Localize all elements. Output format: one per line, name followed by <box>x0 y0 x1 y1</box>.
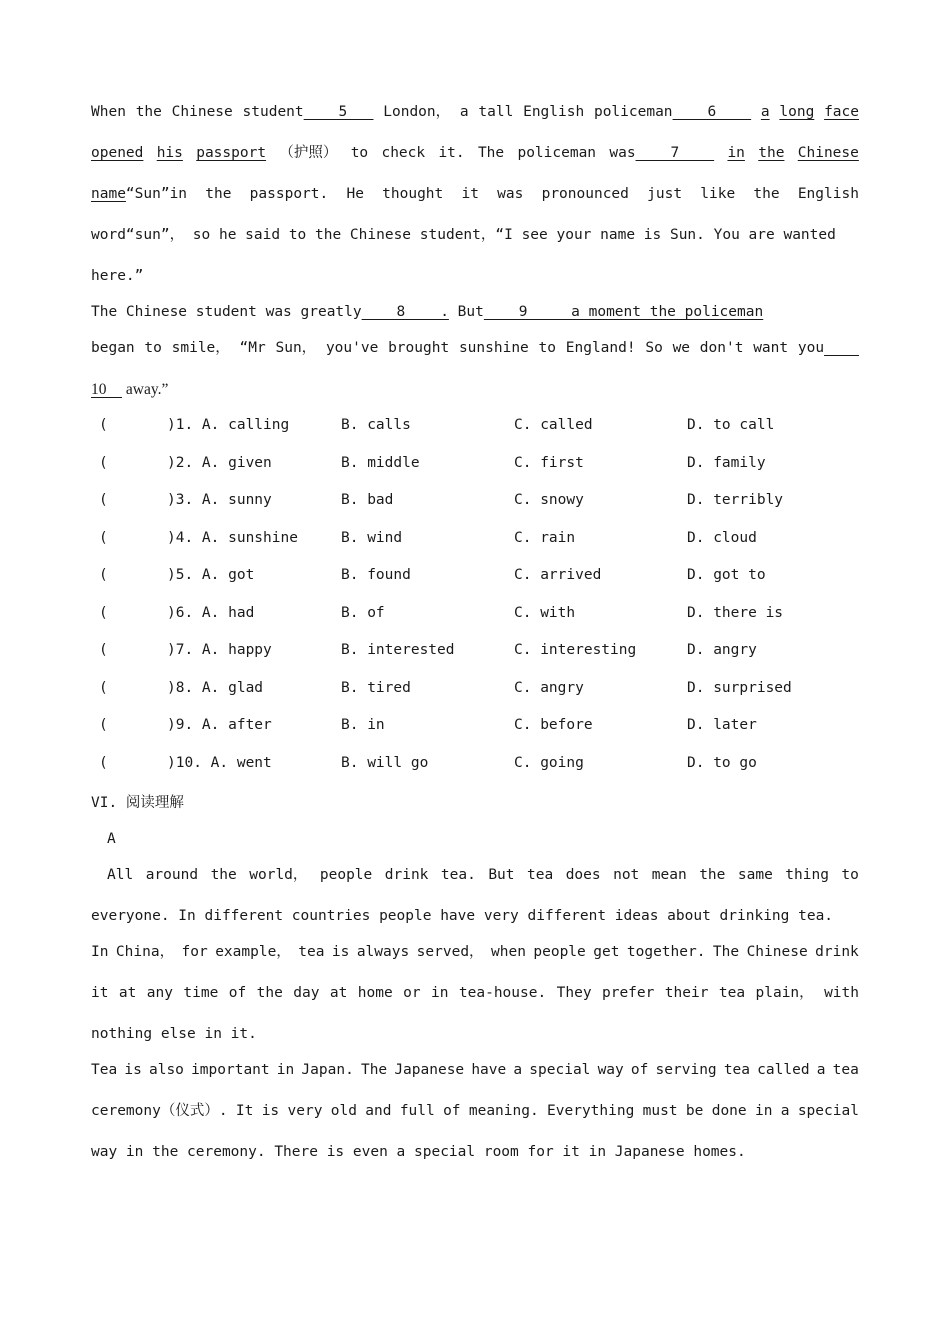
word: It <box>235 1103 254 1119</box>
word: policeman <box>517 145 597 161</box>
option-a: )5. A. got <box>167 567 255 583</box>
word: name <box>91 186 126 202</box>
word: does <box>565 867 601 883</box>
option-c: C. called <box>514 417 593 433</box>
word: people <box>533 944 586 960</box>
word: not <box>613 867 640 883</box>
word: prefer <box>601 985 655 1001</box>
word: All <box>107 867 134 883</box>
word: was <box>497 186 524 202</box>
option-d: D. family <box>687 455 766 471</box>
word: very <box>287 1103 323 1119</box>
option-a: )9. A. after <box>167 717 272 733</box>
blank-6[interactable]: 6 <box>672 104 752 120</box>
word: tall <box>478 104 514 120</box>
word: same <box>737 867 773 883</box>
word: “Sun”in <box>125 186 188 202</box>
word: to <box>350 145 369 161</box>
option-b: B. will go <box>341 755 429 771</box>
word: tea <box>723 1062 751 1078</box>
word: when <box>491 944 526 960</box>
question-row <box>91 567 859 587</box>
word: in <box>727 145 745 161</box>
option-d: D. terribly <box>687 492 784 508</box>
word: we <box>672 340 691 356</box>
word: meaning. <box>468 1103 539 1119</box>
word: ceremony（仪式）. <box>91 1103 228 1119</box>
word: “Mr <box>239 340 266 356</box>
word: to <box>538 340 556 356</box>
word: The <box>477 145 505 161</box>
option-c: C. rain <box>514 530 576 546</box>
word: English <box>797 186 859 202</box>
reading-line-6 <box>91 1060 859 1080</box>
reading-line-5: nothing else in it. <box>91 1026 257 1042</box>
word: a <box>816 1062 826 1078</box>
word: tea-house. <box>458 985 547 1001</box>
word: it <box>91 985 109 1001</box>
word: Tea <box>91 1062 118 1078</box>
blank-7[interactable]: 7 <box>635 145 715 161</box>
word: always <box>356 944 410 960</box>
word: in <box>431 985 449 1001</box>
blank-8[interactable]: 8 . <box>361 304 449 320</box>
word: They <box>556 985 592 1001</box>
word: their <box>664 985 709 1001</box>
option-c: C. snowy <box>514 492 584 508</box>
option-b: B. bad <box>341 492 394 508</box>
word: face <box>824 104 859 120</box>
word: tea <box>718 985 746 1001</box>
word: people <box>319 867 373 883</box>
word: smile， <box>171 340 230 356</box>
word: sunshine <box>458 340 529 356</box>
word: a <box>760 104 770 120</box>
answer-blank[interactable]: ( <box>99 492 108 508</box>
cloze-line-4: word“sun”， so he said to the Chinese student，“I see your name is Sun. You are wanted <box>91 227 836 243</box>
word: want <box>753 340 789 356</box>
answer-blank[interactable]: ( <box>99 642 108 658</box>
word: be <box>685 1103 704 1119</box>
word: The <box>360 1062 388 1078</box>
part-label: A <box>107 831 116 847</box>
option-d: D. to call <box>687 417 775 433</box>
question-row <box>91 605 859 625</box>
word: So <box>645 340 663 356</box>
word: plain， <box>755 985 814 1001</box>
word: Sun， <box>275 340 317 356</box>
blank-10-start[interactable] <box>824 338 859 358</box>
question-row <box>91 717 859 737</box>
word: policeman <box>593 104 673 120</box>
option-d: D. cloud <box>687 530 757 546</box>
word: the <box>205 186 232 202</box>
word: also <box>148 1062 184 1078</box>
word: a <box>513 1062 523 1078</box>
option-a: )4. A. sunshine <box>167 530 298 546</box>
option-c: C. angry <box>514 680 584 696</box>
word: important <box>191 1062 270 1078</box>
cloze-line-3 <box>91 184 859 204</box>
option-b: B. middle <box>341 455 420 471</box>
option-a: )2. A. given <box>167 455 272 471</box>
word: get <box>593 944 620 960</box>
word: tea <box>832 1062 859 1078</box>
word: When <box>91 104 126 120</box>
question-row <box>91 642 859 662</box>
word: just <box>647 186 683 202</box>
word: special <box>529 1062 591 1078</box>
option-a: )10. A. went <box>167 755 272 771</box>
word: serving <box>655 1062 717 1078</box>
word: is <box>261 1103 280 1119</box>
option-d: D. to go <box>687 755 757 771</box>
word: drink <box>815 944 859 960</box>
word: called <box>757 1062 810 1078</box>
word: at <box>118 985 137 1001</box>
word: （护照） <box>279 145 338 161</box>
word: London， <box>383 104 451 120</box>
word: world， <box>249 867 308 883</box>
word: the <box>210 867 237 883</box>
question-row <box>91 455 859 475</box>
word: England! <box>565 340 636 356</box>
word: of <box>443 1103 461 1119</box>
word: began <box>91 340 135 356</box>
answer-blank[interactable]: ( <box>99 530 108 546</box>
word: is <box>331 944 350 960</box>
reading-line-7 <box>91 1101 859 1121</box>
word: old <box>330 1103 357 1119</box>
question-row <box>91 492 859 512</box>
question-row <box>91 680 859 700</box>
blank-10[interactable]: 10 <box>91 381 122 398</box>
word: But <box>488 867 515 883</box>
word: done <box>711 1103 747 1119</box>
word: any <box>146 985 173 1001</box>
option-b: B. in <box>341 717 385 733</box>
cloze-line-6 <box>91 302 859 322</box>
option-a: )8. A. glad <box>167 680 264 696</box>
word: to <box>144 340 162 356</box>
answer-blank[interactable]: ( <box>99 680 108 696</box>
option-b: B. of <box>341 605 385 621</box>
word: Chinese <box>746 944 808 960</box>
word: Chinese <box>171 104 233 120</box>
option-b: B. wind <box>341 530 403 546</box>
blank-5[interactable]: 5 <box>303 104 374 120</box>
word: was <box>609 145 636 161</box>
cloze-line-2 <box>91 143 859 163</box>
word: He <box>346 186 364 202</box>
word: tea <box>298 944 325 960</box>
reading-line-3 <box>91 942 859 962</box>
word: example， <box>215 944 291 960</box>
word: tea <box>527 867 554 883</box>
word: a <box>459 104 469 120</box>
word: the <box>699 867 726 883</box>
word: opened <box>91 145 144 161</box>
option-b: B. tired <box>341 680 411 696</box>
word: tea. <box>440 867 476 883</box>
word: the <box>135 104 162 120</box>
word: must <box>642 1103 678 1119</box>
word: brought <box>388 340 450 356</box>
word: in <box>754 1103 773 1119</box>
option-d: D. there is <box>687 605 784 621</box>
option-c: C. arrived <box>514 567 602 583</box>
word: thing <box>785 867 829 883</box>
word: time <box>183 985 219 1001</box>
word: with <box>824 985 859 1001</box>
word: home <box>357 985 393 1001</box>
text: The Chinese student was greatly <box>91 304 362 320</box>
word: long <box>779 104 815 120</box>
word: don't <box>699 340 744 356</box>
word: together. <box>626 944 706 960</box>
word: The <box>712 944 740 960</box>
option-a: )3. A. sunny <box>167 492 272 508</box>
section-title: VI. 阅读理解 <box>91 795 184 811</box>
word: Chinese <box>797 145 859 161</box>
option-b: B. found <box>341 567 411 583</box>
reading-line-8: way in the ceremony. There is even a special room for it in Japanese homes. <box>91 1144 746 1160</box>
word: day <box>293 985 320 1001</box>
word: Everything <box>547 1103 635 1119</box>
reading-line-2: everyone. In different countries people have very different ideas about drinking tea. <box>91 908 834 924</box>
answer-blank[interactable]: ( <box>99 455 108 471</box>
word: check <box>381 145 426 161</box>
word: passport <box>196 145 267 161</box>
cloze-line-8 <box>91 380 859 400</box>
word: pronounced <box>541 186 629 202</box>
word: like <box>700 186 736 202</box>
word: thought <box>382 186 444 202</box>
option-a: )1. A. calling <box>167 417 290 433</box>
word: passport. <box>249 186 329 202</box>
option-c: C. with <box>514 605 576 621</box>
word: China， <box>115 944 175 960</box>
word: at <box>329 985 348 1001</box>
word: for <box>181 944 208 960</box>
option-c: C. before <box>514 717 593 733</box>
blank-9[interactable]: 9 a moment the policeman <box>483 304 764 320</box>
option-a: )6. A. had <box>167 605 255 621</box>
word: drink <box>384 867 429 883</box>
answer-blank[interactable]: ( <box>99 417 108 433</box>
question-row <box>91 417 859 437</box>
word: of <box>630 1062 649 1078</box>
word: to <box>841 867 859 883</box>
option-c: C. going <box>514 755 584 771</box>
answer-blank[interactable]: ( <box>99 717 108 733</box>
word: you <box>797 340 825 356</box>
word: full <box>399 1103 435 1119</box>
answer-blank[interactable]: ( <box>99 567 108 583</box>
word: Japan. <box>301 1062 354 1078</box>
answer-blank[interactable]: ( <box>99 755 108 771</box>
word: special <box>797 1103 859 1119</box>
word: a <box>780 1103 790 1119</box>
word: mean <box>651 867 687 883</box>
word: student <box>242 104 304 120</box>
text: away.” <box>122 381 169 398</box>
text: But <box>448 304 484 320</box>
word: it <box>461 186 479 202</box>
option-a: )7. A. happy <box>167 642 272 658</box>
word: his <box>156 145 183 161</box>
cloze-line-5: here.” <box>91 268 144 284</box>
cloze-line-7 <box>91 338 859 358</box>
word: In <box>91 944 109 960</box>
question-row <box>91 530 859 550</box>
option-d: D. surprised <box>687 680 792 696</box>
word: and <box>365 1103 392 1119</box>
reading-line-4 <box>91 983 859 1003</box>
option-c: C. interesting <box>514 642 637 658</box>
word: around <box>145 867 199 883</box>
option-d: D. got to <box>687 567 766 583</box>
word: of <box>228 985 247 1001</box>
word: have <box>471 1062 507 1078</box>
answer-blank[interactable]: ( <box>99 605 108 621</box>
word: served， <box>416 944 484 960</box>
question-row <box>91 755 859 775</box>
word: you've <box>325 340 379 356</box>
option-d: D. angry <box>687 642 757 658</box>
cloze-line-1 <box>91 102 859 122</box>
option-c: C. first <box>514 455 584 471</box>
option-b: B. interested <box>341 642 455 658</box>
option-b: B. calls <box>341 417 411 433</box>
reading-line-1 <box>107 865 859 885</box>
word: is <box>124 1062 142 1078</box>
word: Japanese <box>394 1062 465 1078</box>
word: the <box>256 985 283 1001</box>
word: the <box>753 186 780 202</box>
word: the <box>758 145 785 161</box>
word: or <box>403 985 421 1001</box>
word: way <box>597 1062 624 1078</box>
word: it. <box>438 145 465 161</box>
word: English <box>523 104 585 120</box>
option-d: D. later <box>687 717 757 733</box>
word: in <box>276 1062 295 1078</box>
